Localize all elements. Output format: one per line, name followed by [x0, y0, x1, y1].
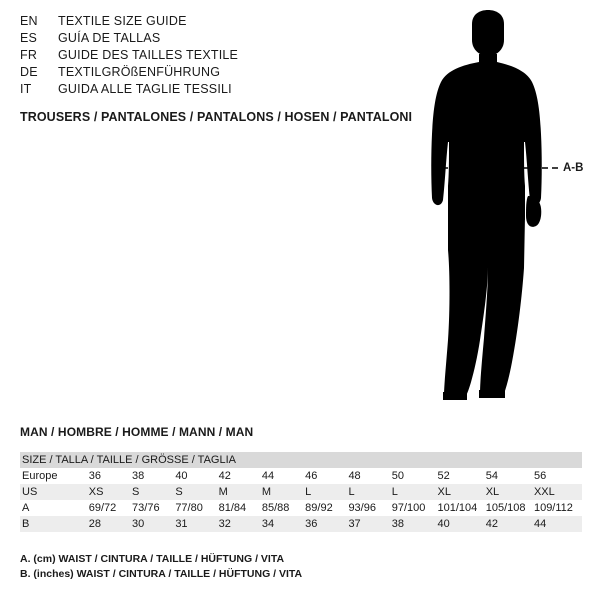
cell: 97/100 [391, 502, 426, 514]
language-title-block [20, 14, 390, 99]
footnote-a: A. (cm) WAIST / CINTURA / TAILLE / HÜFTUNG / VITA [20, 553, 285, 565]
footnote-b: B. (inches) WAIST / CINTURA / TAILLE / HÜFTUNG / VITA [20, 568, 303, 580]
cell: XXL [534, 484, 582, 500]
language-row [20, 82, 390, 99]
language-code: EN [20, 14, 38, 28]
cell: 89/92 [305, 502, 333, 514]
cell: 37 [348, 516, 391, 532]
language-code: IT [20, 82, 32, 96]
cell: 77/80 [175, 502, 203, 514]
language-text: GUIDE DES TAILLES TEXTILE [58, 48, 239, 62]
table-header-label: SIZE / TALLA / TAILLE / GRÖSSE / TAGLIA [20, 452, 582, 468]
measure-label-ab: A-B [563, 162, 584, 174]
language-code: DE [20, 65, 38, 79]
row-label: B [20, 516, 89, 532]
cell: 52 [437, 470, 450, 482]
language-text: GUIDA ALLE TAGLIE TESSILI [58, 82, 232, 96]
cell: 40 [175, 470, 188, 482]
row-label: Europe [22, 470, 58, 482]
table-title: MAN / HOMBRE / HOMME / MANN / MAN [20, 425, 254, 439]
language-code: ES [20, 31, 38, 45]
cell: S [175, 484, 218, 500]
cell: 105/108 [485, 502, 526, 514]
cell: 38 [132, 470, 145, 482]
cell: 42 [486, 516, 534, 532]
cell: L [348, 484, 391, 500]
silhouette-figure [400, 10, 600, 410]
cell: L [392, 484, 438, 500]
cell: 28 [89, 516, 132, 532]
cell: 81/84 [218, 502, 247, 514]
cell: 44 [261, 470, 275, 482]
cell: M [262, 484, 305, 500]
cell: 101/104 [437, 502, 478, 514]
cell: 31 [175, 516, 218, 532]
row-label: US [20, 484, 89, 500]
language-row [20, 48, 390, 65]
table-header-row [20, 452, 582, 468]
cell: 46 [305, 470, 318, 482]
cell: 48 [348, 470, 361, 482]
cell: 32 [219, 516, 262, 532]
cell: S [132, 484, 175, 500]
language-row [20, 14, 390, 31]
language-text: TEXTILE SIZE GUIDE [58, 14, 187, 28]
row-label: A [22, 502, 30, 514]
table-row [20, 516, 582, 532]
cell: 36 [88, 470, 101, 482]
cell: 30 [132, 516, 175, 532]
cell: 50 [391, 470, 404, 482]
cell: 38 [392, 516, 438, 532]
cell: 36 [305, 516, 348, 532]
cell: 69/72 [88, 502, 117, 514]
language-row [20, 65, 390, 82]
section-title: TROUSERS / PANTALONES / PANTALONS / HOSEN / PANTALONI [20, 110, 413, 124]
cell: 85/88 [261, 502, 290, 514]
language-text: TEXTILGRÖßENFÜHRUNG [58, 65, 221, 79]
cell: 56 [533, 470, 547, 482]
table-row [20, 500, 582, 516]
cell: 73/76 [132, 502, 160, 514]
language-code: FR [20, 48, 38, 62]
table-row [20, 468, 582, 484]
cell: M [219, 484, 262, 500]
language-row [20, 31, 390, 48]
cell: 34 [262, 516, 305, 532]
cell: 40 [437, 516, 485, 532]
cell: 42 [218, 470, 231, 482]
cell: L [305, 484, 348, 500]
footnotes [20, 552, 302, 582]
cell: XL [486, 484, 534, 500]
man-silhouette-icon [400, 10, 600, 410]
cell: XL [437, 484, 485, 500]
cell: XS [89, 484, 132, 500]
cell: 44 [534, 516, 582, 532]
cell: 54 [485, 470, 498, 482]
cell: 109/112 [533, 502, 573, 514]
size-table [20, 452, 582, 532]
cell: 93/96 [348, 502, 376, 514]
table-row [20, 484, 582, 500]
language-text: GUÍA DE TALLAS [58, 31, 161, 45]
